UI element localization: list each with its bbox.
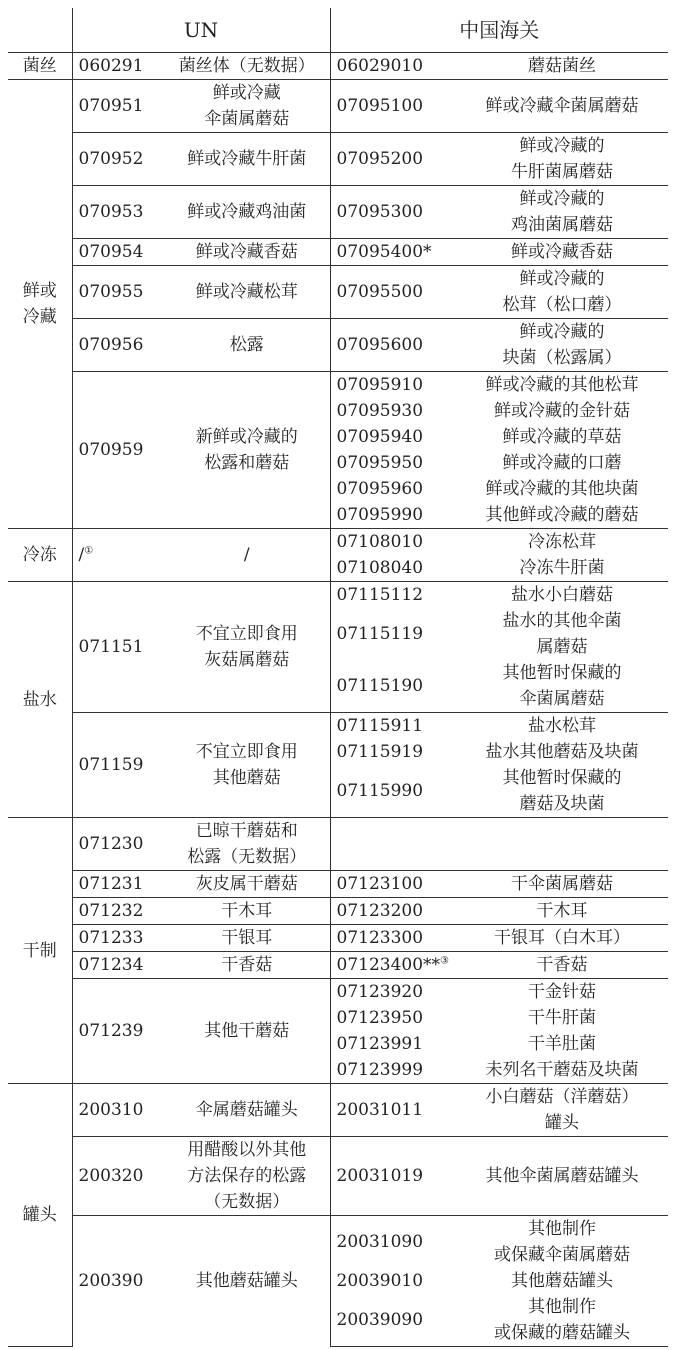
text-line: 干羊肚菌 (528, 1034, 597, 1054)
cn-code-cell (330, 925, 456, 952)
cn-code-cell (330, 529, 456, 556)
cn-code: 07123999 (336, 1060, 424, 1080)
un-description-cell (164, 1084, 330, 1137)
un-code: 060291 (78, 56, 144, 76)
un-code: 070954 (78, 242, 144, 262)
un-description-cell (164, 898, 330, 925)
cn-code: 06029010 (336, 56, 424, 76)
un-code-cell (72, 898, 164, 925)
text-line: 鲜或冷藏 (212, 83, 281, 103)
un-description-cell (164, 53, 330, 80)
cn-code: 20031090 (336, 1232, 424, 1252)
text-line: 菌丝体（无数据） (178, 56, 315, 76)
un-code-cell (72, 582, 164, 713)
text-line: 干牛肝菌 (528, 1008, 597, 1028)
text-line: 鲜或冷藏牛肝菌 (187, 149, 307, 169)
text-line: 鲜或冷藏的 (519, 189, 605, 209)
cn-code-cell (330, 502, 456, 529)
table-row (8, 952, 668, 979)
cn-description-cell (456, 898, 668, 925)
cn-code: 07115112 (336, 585, 424, 605)
un-code: 070952 (78, 149, 144, 169)
cn-code-cell (330, 713, 456, 740)
table-row (8, 898, 668, 925)
table-row (8, 186, 668, 239)
cn-code-cell (330, 952, 456, 979)
text-line: 或保藏伞菌属蘑菇 (494, 1245, 631, 1265)
un-description-cell (164, 1216, 330, 1347)
cn-description-cell (456, 239, 668, 266)
table-row (8, 1084, 668, 1137)
text-line: 鲜或 (22, 281, 57, 301)
table-row (8, 529, 668, 556)
un-code-cell (72, 186, 164, 239)
cn-description-cell (456, 1294, 668, 1347)
text-line: 鲜或冷藏的 (519, 269, 605, 289)
table-row (8, 979, 668, 1006)
cn-description-cell (456, 1137, 668, 1216)
cn-description-cell (456, 476, 668, 502)
un-description-cell (164, 979, 330, 1084)
un-description-cell (164, 713, 330, 818)
text-line: 新鲜或冷藏的 (195, 427, 298, 447)
text-line: 其他伞菌属蘑菇罐头 (485, 1166, 639, 1186)
text-line: 鲜或冷藏的其他块菌 (485, 479, 639, 499)
table-row (8, 372, 668, 399)
cn-description-cell (456, 1057, 668, 1084)
cn-code-cell (330, 319, 456, 372)
cn-code: 07115990 (336, 781, 424, 801)
un-code-cell (72, 319, 164, 372)
text-line: 松露 (229, 335, 264, 355)
text-line: 盐水 (22, 689, 57, 710)
cn-code-cell (330, 398, 456, 424)
text-line: 鲜或冷藏的草菇 (502, 427, 622, 447)
table-row (8, 818, 668, 871)
cn-description-cell (456, 133, 668, 186)
text-line: 牛肝菌属蘑菇 (511, 162, 614, 182)
cn-code-cell (330, 1084, 456, 1137)
text-line: 其他干蘑菇 (204, 1021, 290, 1041)
cn-code: 07095500 (336, 282, 424, 302)
un-code-cell (72, 1084, 164, 1137)
un-description-cell (164, 952, 330, 979)
text-line: 蘑菇菌丝 (528, 56, 597, 76)
cn-description-cell (456, 80, 668, 133)
cn-code: 20039010 (336, 1271, 424, 1291)
text-line: 不宜立即食用 (195, 624, 298, 644)
cn-description-cell (456, 871, 668, 898)
un-description-cell (164, 818, 330, 871)
un-code-cell (72, 53, 164, 80)
un-code: 071151 (78, 637, 144, 657)
cn-description-cell (456, 660, 668, 713)
table-row (8, 925, 668, 952)
cn-code: 07123950 (336, 1008, 424, 1028)
cn-description-cell (456, 818, 668, 871)
text-line: 其他制作 (528, 1297, 597, 1317)
text-line: 鲜或冷藏的口蘑 (502, 453, 622, 473)
cn-code-cell (330, 871, 456, 898)
text-line: 罐头 (22, 1205, 57, 1225)
header-un: UN (72, 8, 330, 53)
un-code: /① (78, 545, 94, 565)
category-cell (8, 582, 72, 818)
un-code: 070953 (78, 202, 144, 222)
category-cell (8, 529, 72, 582)
cn-code: 07123300 (336, 928, 424, 948)
cn-description-cell (456, 555, 668, 582)
cn-description-cell (456, 1031, 668, 1057)
text-line: 其他蘑菇罐头 (195, 1271, 298, 1292)
table-row (8, 80, 668, 133)
table-row (8, 1137, 668, 1216)
un-code: 071234 (78, 955, 144, 975)
text-line: 松露和蘑菇 (204, 453, 290, 473)
category-cell (8, 1084, 72, 1347)
text-line: 菌丝 (22, 56, 57, 76)
cn-code-cell (330, 979, 456, 1006)
un-code: 071232 (78, 901, 144, 921)
cn-code-cell (330, 608, 456, 660)
text-line: 鲜或冷藏香菇 (511, 242, 614, 262)
code-comparison-document (8, 8, 668, 1347)
cn-code: 07115119 (336, 624, 424, 644)
cn-code-cell (330, 765, 456, 818)
cn-code: 07095200 (336, 149, 424, 169)
un-code-cell (72, 818, 164, 871)
cn-code: 07095910 (336, 375, 424, 395)
cn-code-cell (330, 1031, 456, 1057)
cn-code-cell (330, 1294, 456, 1347)
un-description-cell (164, 1137, 330, 1216)
un-code: 071239 (78, 1021, 144, 1041)
un-code: 200320 (78, 1166, 144, 1186)
cn-description-cell (456, 529, 668, 556)
text-line: 鲜或冷藏的金针菇 (494, 401, 631, 421)
un-description-cell (164, 529, 330, 582)
cn-description-cell (456, 502, 668, 529)
cn-code-cell (330, 1057, 456, 1084)
text-line: 鸡油菌属蘑菇 (511, 215, 614, 235)
cn-code: 07095400* (336, 242, 432, 262)
un-code-cell (72, 80, 164, 133)
cn-code-cell (330, 818, 456, 871)
text-line: 或保藏的蘑菇罐头 (494, 1323, 631, 1343)
table-row (8, 53, 668, 80)
text-line: 用醋酸以外其他 (187, 1140, 307, 1160)
text-line: 干木耳 (536, 901, 588, 921)
un-code-cell (72, 372, 164, 529)
un-code: 071231 (78, 874, 144, 894)
text-line: 伞菌属蘑菇 (204, 109, 290, 129)
un-code-cell (72, 713, 164, 818)
text-line: 冷冻松茸 (528, 532, 597, 552)
un-code-cell (72, 266, 164, 319)
table-row (8, 713, 668, 740)
text-line: 属蘑菇 (536, 637, 588, 657)
text-line: 鲜或冷藏的其他松茸 (485, 375, 639, 395)
text-line: 块菌（松露属） (502, 348, 622, 368)
cn-description-cell (456, 319, 668, 372)
cn-description-cell (456, 186, 668, 239)
cn-code: 07123920 (336, 982, 424, 1002)
text-line: 蘑菇及块菌 (519, 794, 605, 814)
un-description-cell (164, 582, 330, 713)
cn-code-cell (330, 239, 456, 266)
cn-description-cell (456, 1216, 668, 1269)
footnote-marker: ① (84, 545, 94, 557)
code-comparison-table (8, 8, 668, 1347)
text-line: 干制 (22, 940, 57, 961)
cn-description-cell (456, 713, 668, 740)
cn-description-cell (456, 608, 668, 660)
cn-code-cell (330, 1216, 456, 1269)
table-row (8, 266, 668, 319)
cn-code: 07095960 (336, 479, 424, 499)
cn-description-cell (456, 266, 668, 319)
cn-code: 07123991 (336, 1034, 424, 1054)
cn-code: 07115919 (336, 742, 424, 762)
cn-code: 07095940 (336, 427, 424, 447)
cn-code: 07123400**③ (336, 955, 450, 975)
text-line: 其他蘑菇 (212, 768, 281, 788)
un-code: 200390 (78, 1271, 144, 1292)
cn-code-cell (330, 424, 456, 450)
cn-code-cell (330, 660, 456, 713)
cn-description-cell (456, 372, 668, 399)
cn-code-cell (330, 1268, 456, 1294)
text-line: 冷冻 (22, 545, 57, 565)
text-line: 伞菌属蘑菇 (519, 689, 605, 709)
un-code: 071233 (78, 928, 144, 948)
text-line: 其他暂时保藏的 (502, 768, 622, 788)
cn-description-cell (456, 1005, 668, 1031)
un-code-cell (72, 1216, 164, 1347)
cn-code-cell (330, 555, 456, 582)
cn-code: 07115190 (336, 676, 424, 696)
cn-code-cell (330, 266, 456, 319)
header-category-blank (8, 8, 72, 53)
text-line: 干伞菌属蘑菇 (511, 874, 614, 894)
un-code: 070955 (78, 282, 144, 302)
cn-code: 07123200 (336, 901, 424, 921)
header-china-customs: 中国海关 (330, 8, 668, 53)
table-body (8, 53, 668, 1347)
text-line: 盐水松茸 (528, 716, 597, 736)
text-line: 鲜或冷藏松茸 (195, 282, 298, 302)
cn-description-cell (456, 952, 668, 979)
un-code-cell (72, 1137, 164, 1216)
un-code: 070951 (78, 96, 144, 116)
table-row (8, 582, 668, 609)
text-line: 干香菇 (221, 955, 273, 975)
un-code-cell (72, 133, 164, 186)
text-line: 其他鲜或冷藏的蘑菇 (485, 505, 639, 525)
cn-code-cell (330, 80, 456, 133)
text-line: 已晾干蘑菇和 (195, 821, 298, 841)
un-code: 070956 (78, 335, 144, 355)
text-line: 干木耳 (221, 901, 273, 921)
cn-description-cell (456, 398, 668, 424)
cn-description-cell (456, 450, 668, 476)
text-line: 盐水的其他伞菌 (502, 611, 622, 631)
un-description-cell (164, 871, 330, 898)
cn-code-cell (330, 53, 456, 80)
cn-code: 07095300 (336, 202, 424, 222)
text-line: 干银耳（白木耳） (494, 928, 631, 948)
un-code-cell (72, 239, 164, 266)
cn-description-cell (456, 925, 668, 952)
text-line: 未列名干蘑菇及块菌 (485, 1060, 639, 1080)
cn-code-cell (330, 739, 456, 765)
text-line: 鲜或冷藏的 (519, 136, 605, 156)
text-line: 其他蘑菇罐头 (511, 1271, 614, 1291)
cn-code-cell (330, 582, 456, 609)
cn-description-cell (456, 53, 668, 80)
cn-code: 20039090 (336, 1310, 424, 1330)
cn-description-cell (456, 424, 668, 450)
category-cell (8, 53, 72, 80)
cn-code: 07115911 (336, 716, 424, 736)
un-code: 071230 (78, 834, 144, 854)
table-row (8, 133, 668, 186)
text-line: 方法保存的松露 (187, 1166, 307, 1186)
table-row (8, 871, 668, 898)
un-code: 070959 (78, 440, 144, 460)
cn-description-cell (456, 739, 668, 765)
cn-code: 07095930 (336, 401, 424, 421)
un-code-cell (72, 979, 164, 1084)
text-line: 鲜或冷藏的 (519, 322, 605, 342)
text-line: 盐水其他蘑菇及块菌 (485, 742, 639, 762)
cn-code: 07095950 (336, 453, 424, 473)
footnote-marker: ③ (440, 955, 450, 967)
text-line: （无数据） (204, 1192, 290, 1212)
cn-code: 07095990 (336, 505, 424, 525)
cn-code: 07108040 (336, 558, 424, 578)
un-description-cell (164, 925, 330, 952)
text-line: 鲜或冷藏香菇 (195, 242, 298, 262)
text-line: 灰菇属蘑菇 (204, 650, 290, 670)
category-cell (8, 80, 72, 529)
text-line: 其他暂时保藏的 (502, 663, 622, 683)
text-line: 鲜或冷藏鸡油菌 (187, 202, 307, 222)
cn-code-cell (330, 476, 456, 502)
table-row (8, 1216, 668, 1269)
un-description-cell (164, 319, 330, 372)
un-code-cell (72, 871, 164, 898)
cn-code: 07108010 (336, 532, 424, 552)
text-line: 松茸（松口蘑） (502, 295, 622, 315)
text-line: 冷冻牛肝菌 (519, 558, 605, 578)
cn-code-cell (330, 450, 456, 476)
text-line: 鲜或冷藏伞菌属蘑菇 (485, 96, 639, 116)
cn-description-cell (456, 979, 668, 1006)
table-row (8, 319, 668, 372)
un-code-cell (72, 952, 164, 979)
text-line: 灰皮属干蘑菇 (195, 874, 298, 894)
cn-code: 20031019 (336, 1166, 424, 1186)
un-description-cell (164, 266, 330, 319)
cn-description-cell (456, 1084, 668, 1137)
un-description-cell (164, 133, 330, 186)
cn-description-cell (456, 1268, 668, 1294)
cn-code: 20031011 (336, 1100, 424, 1120)
table-row (8, 239, 668, 266)
un-code: 200310 (78, 1100, 144, 1120)
text-line: 罐头 (545, 1113, 580, 1133)
text-line: 盐水小白蘑菇 (511, 585, 614, 605)
cn-code-cell (330, 1137, 456, 1216)
text-line: / (243, 545, 250, 565)
cn-code-cell (330, 186, 456, 239)
un-description-cell (164, 372, 330, 529)
text-line: 干香菇 (536, 955, 588, 975)
text-line: 其他制作 (528, 1219, 597, 1239)
text-line: 干金针菇 (528, 982, 597, 1002)
cn-code-cell (330, 372, 456, 399)
cn-description-cell (456, 582, 668, 609)
cn-description-cell (456, 765, 668, 818)
un-description-cell (164, 186, 330, 239)
cn-code-cell (330, 898, 456, 925)
un-description-cell (164, 80, 330, 133)
cn-code-cell (330, 133, 456, 186)
text-line: 不宜立即食用 (195, 742, 298, 762)
cn-code: 07095100 (336, 96, 424, 116)
un-code-cell (72, 529, 164, 582)
text-line: 冷藏 (22, 307, 57, 327)
text-line: 伞属蘑菇罐头 (195, 1100, 298, 1120)
category-cell (8, 818, 72, 1084)
cn-code: 07123100 (336, 874, 424, 894)
cn-code: 07095600 (336, 335, 424, 355)
un-description-cell (164, 239, 330, 266)
cn-code-cell (330, 1005, 456, 1031)
text-line: 干银耳 (221, 928, 273, 948)
un-code: 071159 (78, 755, 144, 775)
header-row (8, 8, 668, 53)
text-line: 松露（无数据） (187, 847, 307, 867)
un-code-cell (72, 925, 164, 952)
text-line: 小白蘑菇（洋蘑菇） (485, 1087, 639, 1107)
